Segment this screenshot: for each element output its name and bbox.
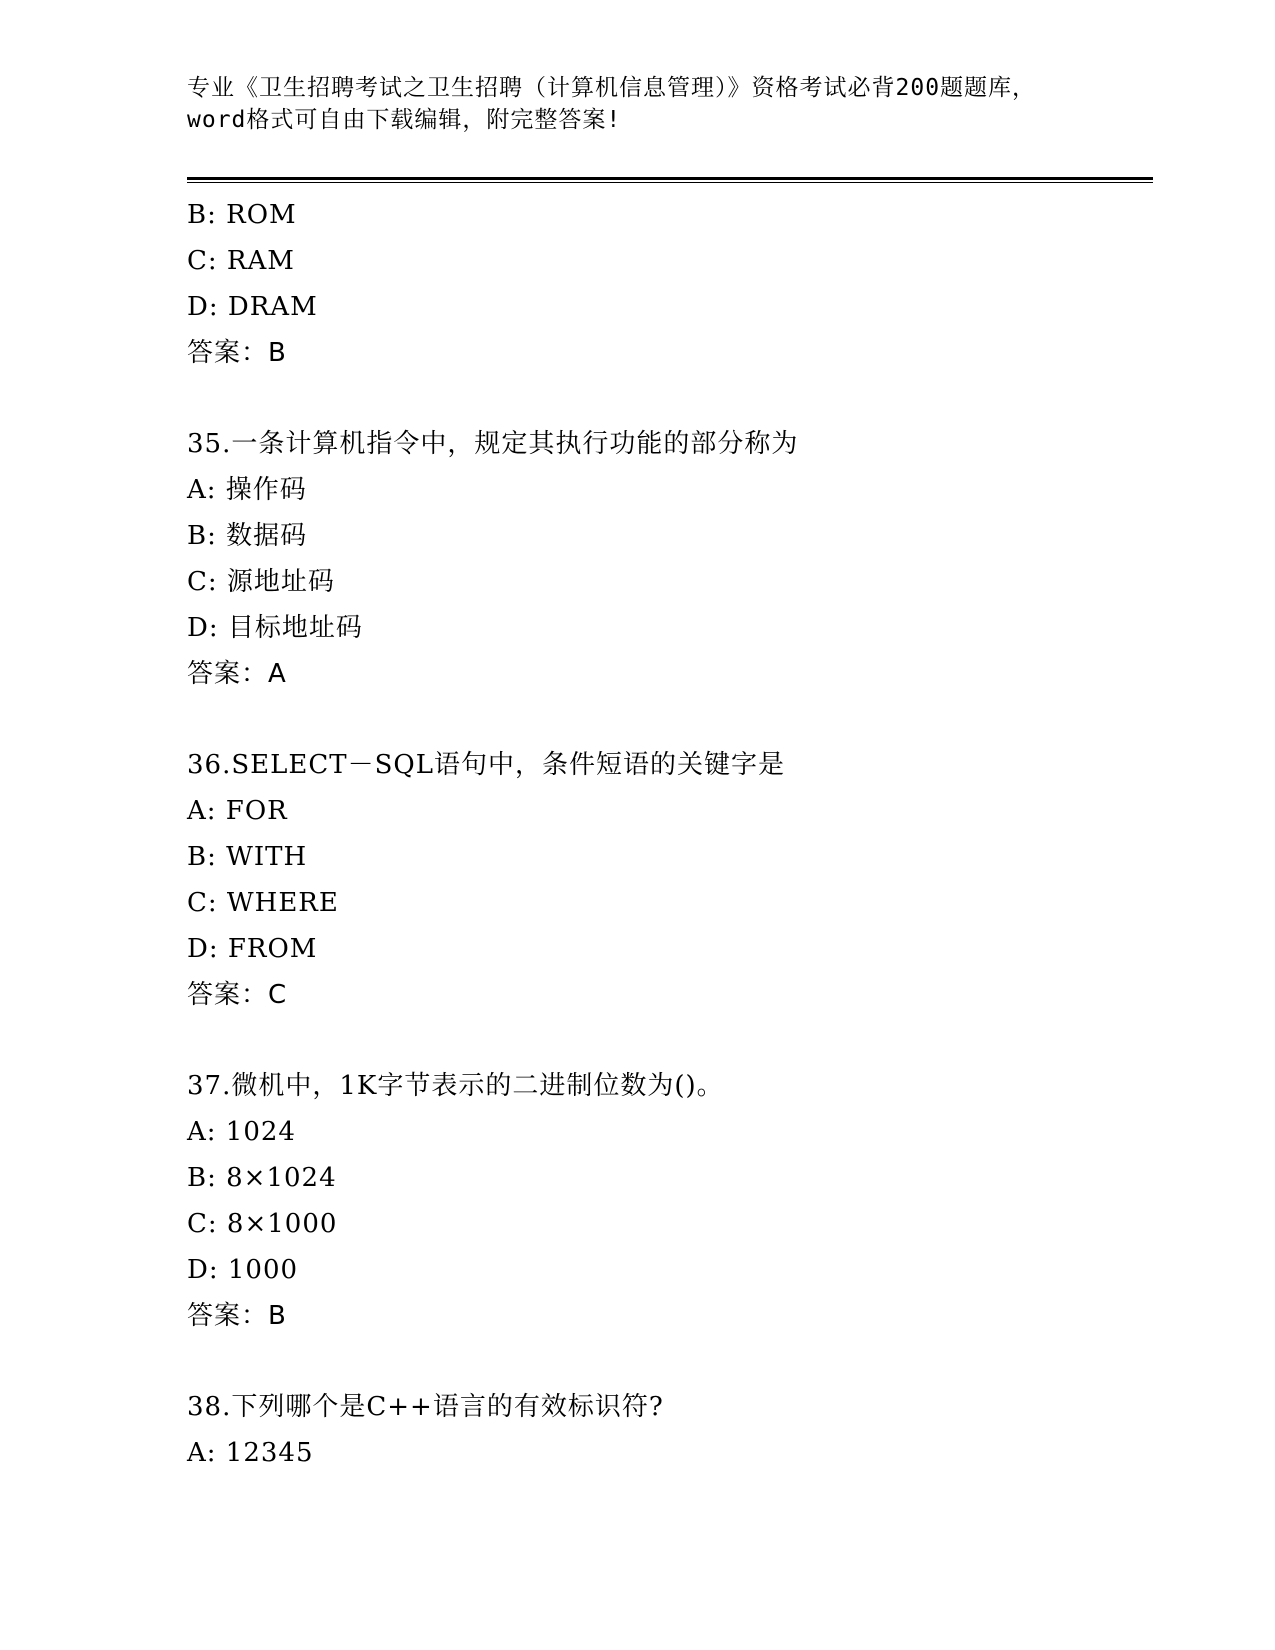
header-title-line-2: word格式可自由下载编辑，附完整答案!	[187, 107, 622, 133]
document-header	[187, 72, 1087, 136]
answer-line: 答案：B	[187, 1301, 287, 1331]
option-d: D: DRAM	[187, 292, 318, 322]
question-35-block	[187, 421, 1147, 697]
option-c: C: RAM	[187, 246, 295, 276]
question-text: 35.一条计算机指令中，规定其执行功能的部分称为	[187, 429, 799, 459]
question-list	[187, 192, 1147, 1476]
question-36-block	[187, 742, 1147, 1018]
header-divider-thin	[187, 182, 1153, 183]
option-a: A: 12345	[187, 1438, 314, 1468]
question-text: 36.SELECT－SQL语句中，条件短语的关键字是	[187, 750, 786, 780]
question-38-block	[187, 1384, 1147, 1476]
option-b: B: 数据码	[187, 521, 308, 551]
spacer	[187, 697, 1147, 742]
option-a: A: FOR	[187, 796, 288, 826]
option-d: D: FROM	[187, 934, 318, 964]
question-text: 37.微机中，1K字节表示的二进制位数为()。	[187, 1071, 724, 1101]
option-c: C: 8×1000	[187, 1209, 338, 1239]
option-c: C: 源地址码	[187, 567, 335, 597]
answer-line: 答案：C	[187, 980, 288, 1010]
question-text: 38.下列哪个是C++语言的有效标识符?	[187, 1392, 664, 1422]
question-34-block	[187, 192, 1147, 376]
spacer	[187, 376, 1147, 421]
header-title-line-1: 专业《卫生招聘考试之卫生招聘（计算机信息管理）》资格考试必背200题题库，	[187, 75, 1037, 101]
option-d: D: 1000	[187, 1255, 299, 1285]
option-a: A: 1024	[187, 1117, 296, 1147]
answer-line: 答案：B	[187, 338, 287, 368]
header-divider-thick	[187, 177, 1153, 180]
spacer	[187, 1339, 1147, 1384]
answer-line: 答案：A	[187, 659, 287, 689]
question-37-block	[187, 1063, 1147, 1339]
option-b: B: WITH	[187, 842, 308, 872]
option-a: A: 操作码	[187, 475, 307, 505]
option-c: C: WHERE	[187, 888, 339, 918]
option-b: B: ROM	[187, 200, 297, 230]
option-d: D: 目标地址码	[187, 613, 363, 643]
option-b: B: 8×1024	[187, 1163, 337, 1193]
spacer	[187, 1018, 1147, 1063]
